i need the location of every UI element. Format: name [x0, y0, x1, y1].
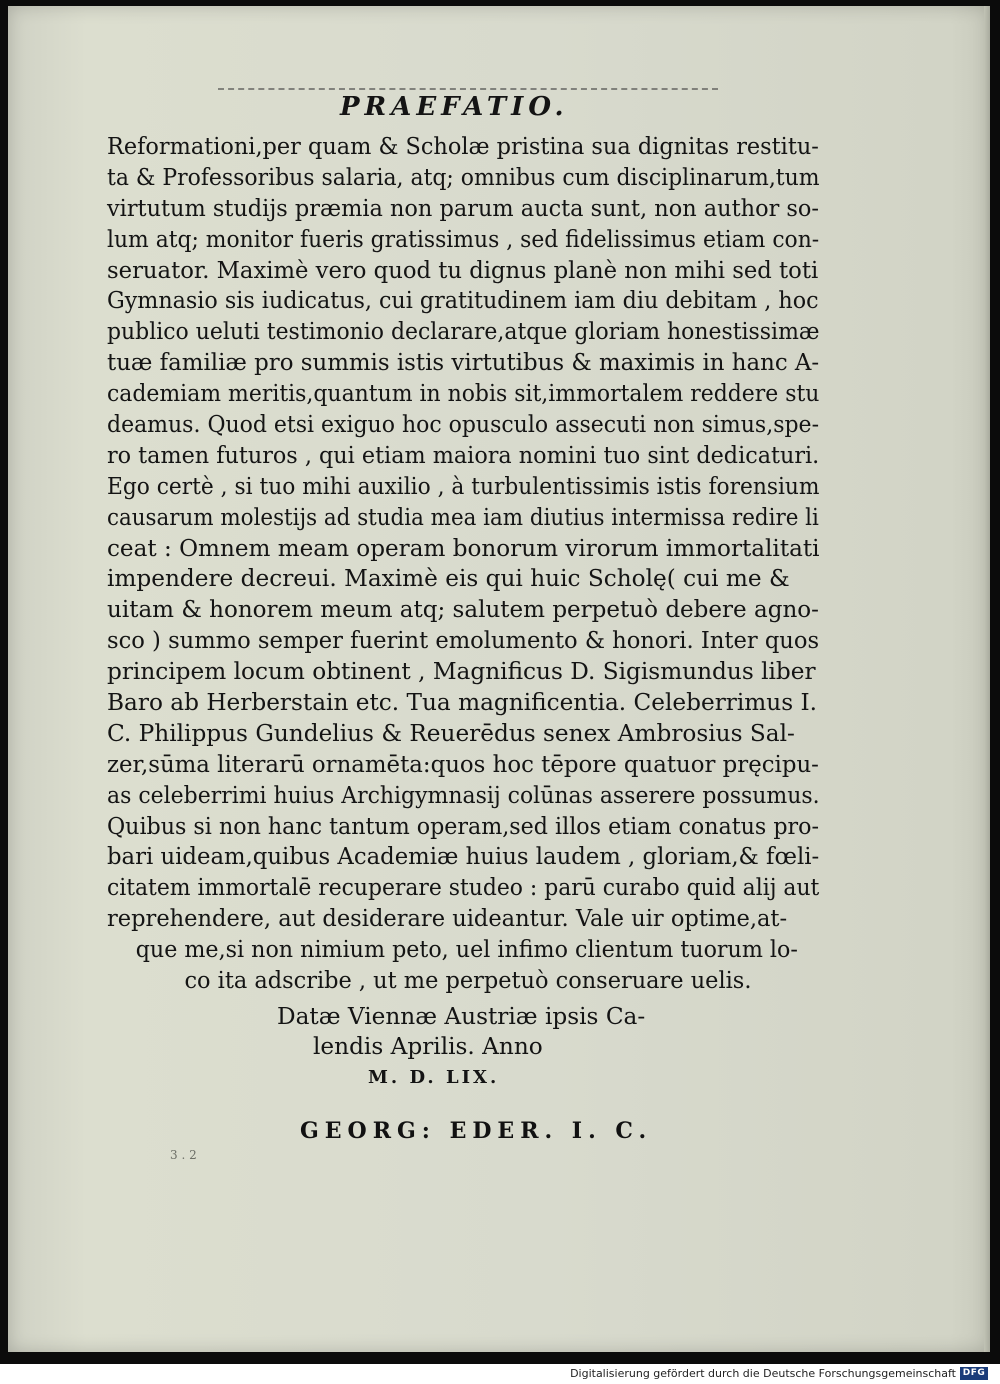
body-text [107, 132, 819, 997]
text-line: co ita adscribe , ut me perpetuò conseruare uelis. [184, 967, 752, 995]
text-line: uitam & honorem meum atq; salutem perpetuò debere agno- [107, 596, 819, 624]
text-line: Gymnasio sis iudicatus, cui gratitudinem iam diu debitam , hoc [107, 287, 819, 315]
running-head: PRAEFATIO. [340, 92, 569, 122]
text-line: seruator. Maximè vero quod tu dignus planè non mihi sed toti [107, 256, 819, 284]
text-line: ta & Professoribus salaria, atq; omnibus cum disciplinarum,tum [107, 163, 820, 191]
text-line: cademiam meritis,quantum in nobis sit,immortalem reddere stu [107, 380, 820, 408]
dfg-logo: DFG [960, 1367, 988, 1380]
text-line: publico ueluti testimonio declarare,atque gloriam honestissimæ [107, 318, 820, 346]
text-line: lum atq; monitor fueris gratissimus , sed fidelissimus etiam con- [107, 225, 820, 253]
text-line: que me,si non nimium peto, uel infimo clientum tuorum lo- [135, 936, 798, 964]
text-line: Baro ab Herberstain etc. Tua magnificentia. Celeberrimus I. [107, 689, 818, 717]
text-line: impendere decreui. Maximè eis qui huic Scholę( cui me & [107, 565, 790, 593]
text-line: zer,sūma literarū ornamēta:quos hoc tēpore quatuor pręcipu- [107, 750, 819, 778]
footer-credit: Digitalisierung gefördert durch die Deutsche Forschungsgemeinschaft [570, 1367, 956, 1380]
signature: GEORG: EDER. I. C. [300, 1118, 653, 1144]
text-line: virtutum studijs præmia non parum aucta sunt, non author so- [107, 194, 819, 222]
date-line-1: Datæ Viennæ Austriæ ipsis Ca- [277, 1003, 646, 1030]
text-line: ceat : Omnem meam operam bonorum virorum immortalitati [107, 534, 820, 562]
text-line: Reformationi,per quam & Scholæ pristina sua dignitas restitu- [107, 133, 819, 160]
shelf-mark: 3 . 2 [170, 1148, 197, 1162]
text-line: principem locum obtinent , Magnificus D. Sigismundus liber [107, 658, 816, 686]
text-line: tuæ familiæ pro summis istis virtutibus & maximis in hanc A- [107, 349, 820, 377]
text-line: sco ) summo semper fuerint emolumento & honori. Inter quos [107, 627, 820, 655]
date-year: M. D. LIX. [368, 1067, 500, 1088]
text-line: C. Philippus Gundelius & Reuerēdus senex Ambrosius Sal- [107, 719, 795, 747]
text-line: as celeberrimi huius Archigymnasij colūnas asserere possumus. [107, 781, 820, 809]
text-line: Ego certè , si tuo mihi auxilio , à turbulentissimis istis forensium [107, 472, 820, 500]
text-line: deamus. Quod etsi exiguo hoc opusculo assecuti non simus,spe- [107, 411, 819, 439]
text-line: ro tamen futuros , qui etiam maiora nomini tuo sint dedicaturi. [107, 441, 820, 469]
text-line: reprehendere, aut desiderare uideantur. Vale uir optime,at- [107, 905, 788, 933]
text-line: bari uideam,quibus Academiæ huius laudem , gloriam,& fœli- [107, 843, 820, 871]
text-line: causarum molestijs ad studia mea iam diutius intermissa redire li [107, 503, 819, 531]
page-edge [984, 6, 990, 1352]
date-line-2: lendis Aprilis. Anno [313, 1033, 543, 1060]
text-line: citatem immortalē recuperare studeo : parū curabo quid alij aut [107, 874, 820, 902]
text-line: Quibus si non hanc tantum operam,sed illos etiam conatus pro- [107, 812, 819, 840]
